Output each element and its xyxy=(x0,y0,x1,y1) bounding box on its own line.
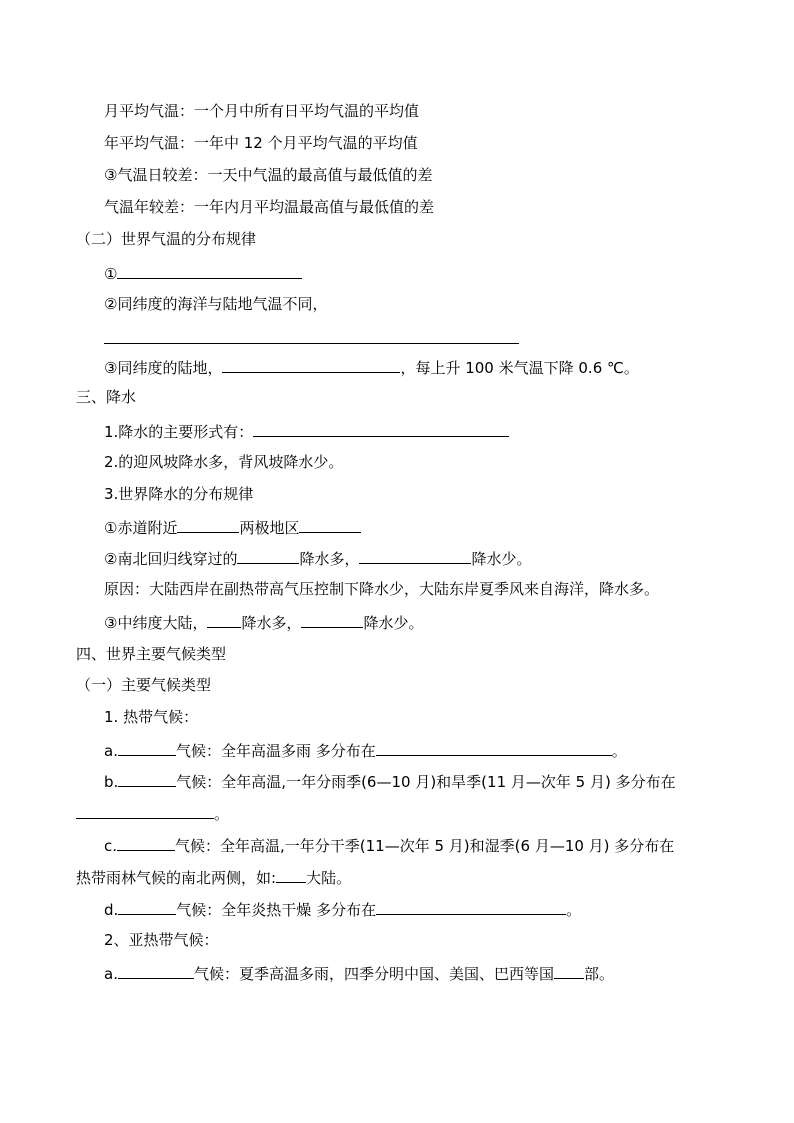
line-text: 1. 热带气候： xyxy=(104,708,199,726)
line-text: 气候：全年高温多雨 多分布在 xyxy=(175,742,376,760)
text-line xyxy=(104,930,219,950)
fill-in-blank[interactable] xyxy=(177,516,239,533)
text-line xyxy=(76,866,351,886)
line-text: ③中纬度大陆， xyxy=(104,614,208,632)
fill-in-blank[interactable] xyxy=(118,739,176,756)
fill-in-blank[interactable] xyxy=(299,516,361,533)
text-line xyxy=(104,262,302,282)
text-line xyxy=(104,484,253,504)
line-text: ③同纬度的陆地， xyxy=(104,359,223,377)
line-text: ③气温日较差：一天中气温的最高值与最低值的差 xyxy=(104,166,433,184)
text-line xyxy=(104,739,627,759)
line-text: 降水少。 xyxy=(471,550,532,568)
text-line xyxy=(104,516,361,536)
text-line xyxy=(104,165,432,185)
line-text: 2.的迎风坡降水多，背风坡降水少。 xyxy=(104,453,344,471)
line-text: 2、亚热带气候： xyxy=(104,931,219,949)
line-text: 四、世界主要气候类型 xyxy=(76,645,227,663)
fill-in-blank[interactable] xyxy=(76,802,214,819)
line-text: 气候：全年高温,一年分干季(11—次年 5 月)和湿季(6 月—10 月) 多分布在 xyxy=(175,837,675,855)
line-text: 年平均气温：一年中 12 个月平均气温的平均值 xyxy=(104,134,418,152)
fill-in-blank[interactable] xyxy=(554,962,584,979)
line-text: ②南北回归线穿过的 xyxy=(104,550,238,568)
fill-in-blank[interactable] xyxy=(104,327,519,344)
text-line xyxy=(104,547,531,567)
fill-in-blank[interactable] xyxy=(117,262,302,279)
text-line xyxy=(104,834,674,854)
line-text: b. xyxy=(104,773,119,791)
line-text: 部。 xyxy=(583,965,614,983)
line-text: c. xyxy=(104,837,118,855)
line-text: （一）主要气候类型 xyxy=(76,676,212,694)
text-line xyxy=(76,229,256,249)
fill-in-blank[interactable] xyxy=(237,547,299,564)
fill-in-blank[interactable] xyxy=(376,739,612,756)
line-text: 降水多， xyxy=(299,550,360,568)
text-line xyxy=(104,898,581,918)
fill-in-blank[interactable] xyxy=(118,898,176,915)
line-text: 原因：大陆西岸在副热带高气压控制下降水少，大陆东岸夏季风来自海洋，降水多。 xyxy=(104,580,660,598)
line-text: 1.降水的主要形式有： xyxy=(104,423,254,441)
text-line xyxy=(76,644,226,664)
text-line xyxy=(104,611,423,631)
fill-in-blank[interactable] xyxy=(253,420,509,437)
fill-in-blank[interactable] xyxy=(117,834,175,851)
line-text: ，每上升 100 米气温下降 0.6 ℃。 xyxy=(400,359,639,377)
fill-in-blank[interactable] xyxy=(222,356,400,373)
line-text: 。 xyxy=(214,805,230,823)
line-text: a. xyxy=(104,742,118,760)
line-text: ①赤道附近 xyxy=(104,519,178,537)
line-text: ②同纬度的海洋与陆地气温不同， xyxy=(104,295,328,313)
text-line xyxy=(104,356,639,376)
text-line xyxy=(76,675,211,695)
line-text: 。 xyxy=(566,901,582,919)
text-line xyxy=(104,327,519,347)
text-line xyxy=(104,101,419,121)
line-text: a. xyxy=(104,965,118,983)
text-line xyxy=(104,579,659,599)
line-text: 两极地区 xyxy=(239,519,300,537)
line-text: （二）世界气温的分布规律 xyxy=(76,230,257,248)
text-line xyxy=(104,962,614,982)
text-line xyxy=(104,420,509,440)
line-text: 气候：全年炎热干燥 多分布在 xyxy=(176,901,377,919)
text-line xyxy=(76,387,136,407)
fill-in-blank[interactable] xyxy=(376,898,566,915)
fill-in-blank[interactable] xyxy=(301,611,363,628)
line-text: ① xyxy=(104,265,118,283)
line-text: 气温年较差：一年内月平均温最高值与最低值的差 xyxy=(104,198,435,216)
text-line xyxy=(104,197,434,217)
line-text: 月平均气温：一个月中所有日平均气温的平均值 xyxy=(104,102,420,120)
text-line xyxy=(104,294,327,314)
line-text: 热带雨林气候的南北两侧，如: xyxy=(76,869,277,887)
line-text: 三、降水 xyxy=(76,388,137,406)
line-text: 大陆。 xyxy=(306,869,352,887)
fill-in-blank[interactable] xyxy=(276,866,306,883)
text-line xyxy=(104,133,418,153)
text-line xyxy=(104,452,343,472)
fill-in-blank[interactable] xyxy=(207,611,241,628)
fill-in-blank[interactable] xyxy=(359,547,471,564)
text-line xyxy=(104,770,676,790)
line-text: 气候：夏季高温多雨，四季分明中国、美国、巴西等国 xyxy=(193,965,554,983)
text-line xyxy=(76,802,229,822)
line-text: d. xyxy=(104,901,119,919)
line-text: 气候：全年高温,一年分雨季(6—10 月)和旱季(11 月—次年 5 月) 多分布在 xyxy=(176,773,676,791)
line-text: 降水多， xyxy=(241,614,302,632)
fill-in-blank[interactable] xyxy=(118,962,194,979)
line-text: 。 xyxy=(611,742,627,760)
line-text: 3.世界降水的分布规律 xyxy=(104,485,254,503)
line-text: 降水少。 xyxy=(363,614,424,632)
fill-in-blank[interactable] xyxy=(118,770,176,787)
text-line xyxy=(104,707,198,727)
